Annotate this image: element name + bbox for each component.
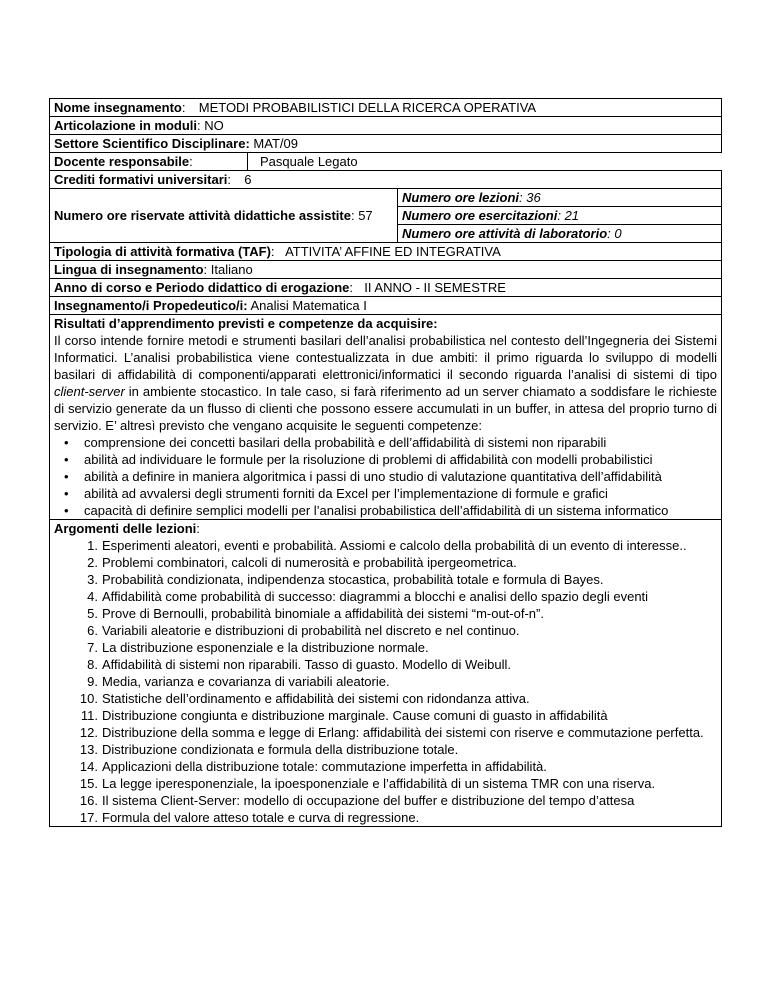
hours-laboratorio: Numero ore attività di laboratorio: 0 bbox=[402, 226, 622, 241]
language-value: Italiano bbox=[210, 262, 253, 277]
laboratorio-value: 0 bbox=[614, 226, 622, 241]
language-label: Lingua di insegnamento bbox=[54, 262, 204, 277]
row-modules: Articolazione in moduli: NO bbox=[50, 117, 722, 135]
esercitazioni-label: Numero ore esercitazioni bbox=[402, 208, 558, 223]
hours-label: Numero ore riservate attività didattiche assistite bbox=[54, 208, 351, 223]
list-item: • comprensione dei concetti basilari della probabilità e dell’affidabilità di sistemi non riparabili bbox=[84, 434, 717, 451]
list-item: 2. Problemi combinatori, calcoli di numerosità e probabilità ipergeometrica. bbox=[87, 555, 517, 570]
list-item: 16. Il sistema Client-Server: modello di occupazione del buffer e distribuzione del tempo d’attesa bbox=[79, 793, 635, 808]
row-hours: Numero ore riservate attività didattiche assistite: 57 Numero ore lezioni: 36 Numero ore esercitazioni: 21 Numero ore attività di laboratorio: 0 bbox=[50, 189, 722, 243]
row-taf: Tipologia di attività formativa (TAF): ATTIVITA’ AFFINE ED INTEGRATIVA bbox=[50, 243, 722, 261]
list-item: 8. Affidabilità di sistemi non riparabili. Tasso di guasto. Modello di Weibull. bbox=[87, 657, 511, 672]
esercitazioni-value: 21 bbox=[564, 208, 580, 223]
lezioni-value: 36 bbox=[526, 190, 541, 205]
list-item: 12. Distribuzione della somma e legge di Erlang: affidabilità dei sistemi con riserve e commutazione perfetta. bbox=[79, 725, 704, 740]
modules-label: Articolazione in moduli bbox=[54, 118, 198, 133]
competences-list bbox=[54, 434, 717, 519]
row-teacher: Docente responsabile: Pasquale Legato bbox=[50, 153, 722, 171]
row-language: Lingua di insegnamento: Italiano bbox=[50, 261, 722, 279]
course-info-table bbox=[49, 98, 722, 827]
row-course-name: Nome insegnamento: METODI PROBABILISTICI DELLA RICERCA OPERATIVA bbox=[50, 99, 722, 117]
list-item: • capacità di definire semplici modelli per l’analisi probabilistica dell’affidabilità di un sistema informatico bbox=[84, 502, 717, 519]
topics-heading: Argomenti delle lezioni bbox=[54, 521, 197, 536]
course-sheet bbox=[49, 98, 721, 827]
list-item: • abilità ad individuare le formule per la risoluzione di problemi di affidabilità con modelli probabilistici bbox=[84, 451, 717, 468]
credits-value: 6 bbox=[244, 172, 252, 187]
list-item: 1. Esperimenti aleatori, eventi e probabilità. Assiomi e calcolo della probabilità di un evento di interesse.. bbox=[87, 538, 687, 553]
client-server-term: client-server bbox=[54, 384, 125, 399]
list-item: 6. Variabili aleatorie e distribuzioni di probabilità nel discreto e nel continuo. bbox=[87, 623, 520, 638]
list-item: 3. Probabilità condizionata, indipendenza stocastica, probabilità totale e formula di Bayes. bbox=[87, 572, 604, 587]
topics-heading-line: Argomenti delle lezioni: bbox=[54, 521, 200, 536]
year-value: II ANNO - II SEMESTRE bbox=[364, 280, 506, 295]
credits-label: Crediti formativi universitari bbox=[54, 172, 228, 187]
ssd-label: Settore Scientifico Disciplinare: bbox=[54, 136, 250, 151]
list-item: 10. Statistiche dell’ordinamento e affidabilità dei sistemi con ridondanza attiva. bbox=[79, 691, 530, 706]
teacher-label: Docente responsabile bbox=[54, 154, 190, 169]
outcomes-heading: Risultati d’apprendimento previsti e competenze da acquisire: bbox=[54, 316, 438, 331]
list-item: • abilità ad avvalersi degli strumenti forniti da Excel per l’implementazione di formule e grafici bbox=[84, 485, 717, 502]
list-item: 9. Media, varianza e covarianza di variabili aleatorie. bbox=[87, 674, 390, 689]
hours-esercitazioni: Numero ore esercitazioni: 21 bbox=[398, 207, 721, 225]
prereq-value: Analisi Matematica I bbox=[250, 298, 367, 313]
course-name-label: Nome insegnamento bbox=[54, 100, 182, 115]
teacher-value: Pasquale Legato bbox=[260, 154, 358, 169]
hours-value: 57 bbox=[358, 208, 373, 223]
list-item: • abilità a definire in maniera algoritmica i passi di uno studio di valutazione quantitativa dell’affidabilità bbox=[84, 468, 717, 485]
hours-lezioni: Numero ore lezioni: 36 bbox=[398, 189, 721, 207]
row-year: Anno di corso e Periodo didattico di erogazione: II ANNO - II SEMESTRE bbox=[50, 279, 722, 297]
course-name-value: METODI PROBABILISTICI DELLA RICERCA OPERATIVA bbox=[198, 100, 537, 115]
row-outcomes bbox=[50, 315, 722, 520]
topics-list bbox=[54, 537, 717, 826]
row-topics bbox=[50, 520, 722, 827]
year-label: Anno di corso e Periodo didattico di erogazione bbox=[54, 280, 350, 295]
list-item: 15. La legge iperesponenziale, la ipoesponenziale e l’affidabilità di un sistema TMR con una riserva. bbox=[79, 776, 656, 791]
outcomes-paragraph: Il corso intende fornire metodi e strumenti basilari dell’analisi probabilistica nel contesto dell’Ingegneria dei Sistemi Informatici. L’analisi probabilistica viene contestualizzata in due ambiti: il primo riguarda lo sviluppo di modelli basilari di affidabilità di componenti/apparati elettronici/informatici il secondo riguarda l’analisi di sistemi di tipo client-server in ambiente stocastico. In tale caso, si farà riferimento ad un server chiamato a soddisfare le richieste di servizio generate da un flusso di clienti che possono essere accumulati in un buffer, in attesa del proprio turno di servizio. E’ altresì previsto che vengano acquisite le seguenti competenze: bbox=[54, 333, 717, 433]
ssd-value: MAT/09 bbox=[253, 136, 298, 151]
prereq-label: Insegnamento/i Propedeutico/i: bbox=[54, 298, 248, 313]
lezioni-label: Numero ore lezioni bbox=[402, 190, 520, 205]
list-item: 5. Prove di Bernoulli, probabilità binomiale a affidabilità dei sistemi “m-out-of-n”. bbox=[87, 606, 544, 621]
list-item: 17. Formula del valore atteso totale e curva di regressione. bbox=[79, 810, 420, 825]
list-item: 7. La distribuzione esponenziale e la distribuzione normale. bbox=[87, 640, 429, 655]
row-prereq bbox=[50, 297, 722, 315]
taf-value: ATTIVITA’ AFFINE ED INTEGRATIVA bbox=[285, 244, 501, 259]
laboratorio-label: Numero ore attività di laboratorio bbox=[402, 226, 608, 241]
list-item: 13. Distribuzione condizionata e formula della distribuzione totale. bbox=[79, 742, 459, 757]
list-item: 14. Applicazioni della distribuzione totale: commutazione imperfetta in affidabilità. bbox=[79, 759, 547, 774]
list-item: 11. Distribuzione congiunta e distribuzione marginale. Cause comuni di guasto in affidabilità bbox=[80, 708, 608, 723]
row-credits: Crediti formativi universitari: 6 bbox=[50, 171, 722, 189]
list-item: 4. Affidabilità come probabilità di successo: diagrammi a blocchi e analisi dello spazio degli eventi bbox=[87, 589, 649, 604]
row-ssd bbox=[50, 135, 722, 153]
taf-label: Tipologia di attività formativa (TAF) bbox=[54, 244, 271, 259]
modules-value: NO bbox=[204, 118, 224, 133]
